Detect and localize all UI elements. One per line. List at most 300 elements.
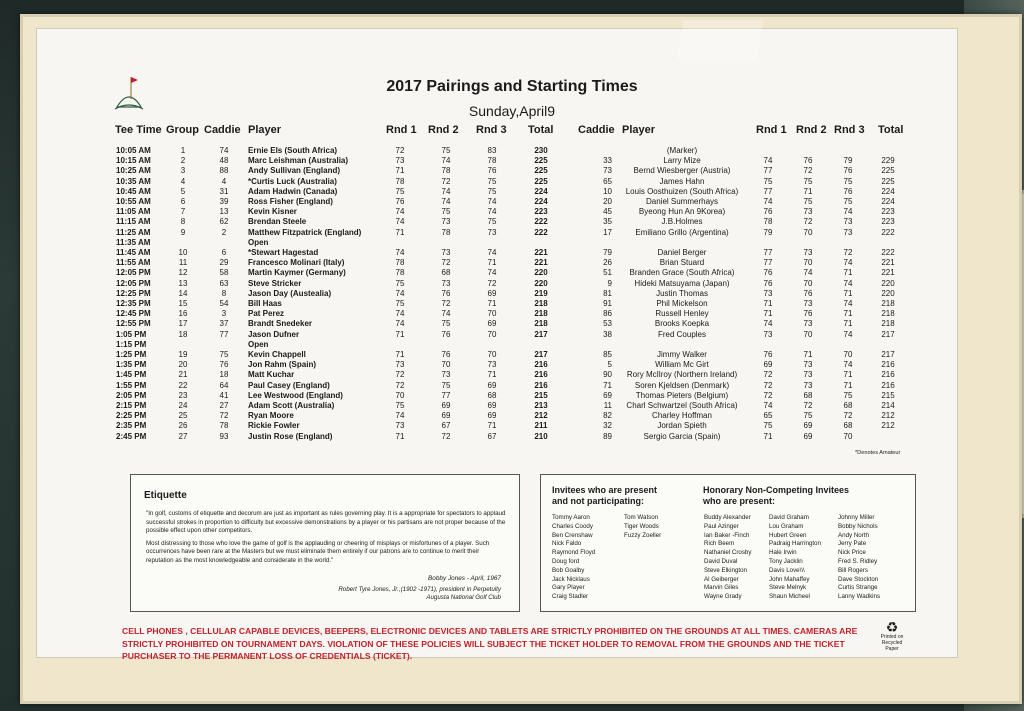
caddie-cell-right: 45 bbox=[603, 207, 612, 217]
rnd3-cell: 72 bbox=[487, 278, 497, 288]
total-cell-right: 216 bbox=[881, 370, 895, 380]
rnd1-cell-right: 73 bbox=[763, 329, 773, 339]
tee-time-cell: 10:45 AM bbox=[116, 186, 151, 196]
rnd2-cell-right bbox=[796, 340, 820, 350]
tee-time-cell: 2:35 PM bbox=[116, 421, 147, 431]
caddie-cell-right: 10 bbox=[603, 186, 612, 196]
rnd3-cell-right: 68 bbox=[843, 421, 853, 431]
rnd3-cell: 70 bbox=[487, 329, 497, 339]
rnd1-cell: 75 bbox=[395, 186, 405, 196]
invitee-name: Andy North bbox=[838, 531, 869, 539]
honorary-title-line-1: Honorary Non-Competing Invitees bbox=[703, 485, 850, 495]
rnd1-cell-right: 76 bbox=[763, 207, 773, 217]
rnd2-cell: 78 bbox=[441, 227, 451, 237]
caddie-cell-right: 90 bbox=[603, 370, 612, 380]
rnd2-cell-right: 75 bbox=[803, 176, 813, 186]
rnd1-cell-right: 79 bbox=[763, 227, 773, 237]
invitee-name: Wayne Grady bbox=[704, 593, 742, 601]
group-cell: 24 bbox=[178, 401, 188, 411]
invitees-list-2 bbox=[624, 514, 661, 540]
group-cell: 27 bbox=[178, 431, 188, 441]
honorary-list-2 bbox=[769, 514, 821, 602]
recycle-line-2: Recycled Paper bbox=[881, 640, 903, 652]
total-cell-right: 222 bbox=[881, 248, 895, 258]
rnd3-cell-right: 71 bbox=[843, 319, 853, 329]
rnd3-cell: 71 bbox=[487, 370, 497, 380]
total-cell: 213 bbox=[534, 401, 548, 411]
total-cell-right: 225 bbox=[881, 166, 895, 176]
caddie-cell-right: 86 bbox=[603, 309, 612, 319]
caddie-cell: 93 bbox=[219, 431, 229, 441]
total-cell-right: 215 bbox=[881, 390, 895, 400]
tee-time-cell: 1:45 PM bbox=[116, 370, 147, 380]
invitee-name: Marvin Giles bbox=[704, 584, 739, 592]
caddie-cell-right: 73 bbox=[603, 166, 612, 176]
group-cell: 21 bbox=[178, 370, 188, 380]
caddie-cell: 88 bbox=[219, 166, 229, 176]
caddie-cell-right bbox=[594, 146, 612, 156]
caddie-cell-right: 89 bbox=[603, 431, 612, 441]
player-cell-right: Rory McIlroy (Northern Ireland) bbox=[626, 370, 738, 380]
player-cell: Matt Kuchar bbox=[248, 370, 295, 380]
rnd1-cell: 70 bbox=[395, 390, 405, 400]
group-cell: 7 bbox=[180, 207, 186, 217]
total-cell-right: 221 bbox=[881, 268, 895, 278]
player-cell-right: Hideki Matsuyama (Japan) bbox=[634, 278, 730, 288]
recycle-icon: ♻ bbox=[885, 619, 899, 635]
rnd1-cell: 78 bbox=[395, 268, 405, 278]
total-cell: 218 bbox=[534, 319, 548, 329]
player-cell: Lee Westwood (England) bbox=[248, 390, 343, 400]
total-cell-right: 224 bbox=[881, 186, 895, 196]
caddie-cell-right: 11 bbox=[603, 401, 612, 411]
rnd1-cell-right: 73 bbox=[763, 288, 773, 298]
rnd1-column bbox=[388, 146, 412, 442]
caddie-cell: 13 bbox=[219, 207, 229, 217]
group-cell: 12 bbox=[178, 268, 188, 278]
group-cell bbox=[168, 340, 198, 350]
rnd3-cell: 70 bbox=[487, 309, 497, 319]
rnd3-column bbox=[480, 146, 504, 442]
caddie-cell-right bbox=[594, 238, 612, 248]
rnd3-column-right bbox=[836, 146, 860, 442]
player-cell-right: Fred Couples bbox=[657, 329, 707, 339]
page-subtitle: Sunday,April9 bbox=[468, 103, 556, 119]
invitee-name: Gary Player bbox=[552, 584, 585, 592]
rnd3-cell-right: 76 bbox=[843, 186, 853, 196]
rnd1-cell-right: 77 bbox=[763, 166, 773, 176]
rnd3-cell: 74 bbox=[487, 197, 497, 207]
rnd3-cell: 71 bbox=[487, 421, 497, 431]
rnd1-cell: 74 bbox=[395, 411, 405, 421]
rnd2-cell: 73 bbox=[441, 370, 451, 380]
caddie-cell bbox=[212, 238, 236, 248]
total-cell-right: 224 bbox=[881, 197, 895, 207]
rnd3-cell: 67 bbox=[487, 431, 497, 441]
player-cell-right: Russell Henley bbox=[655, 309, 709, 319]
rnd2-cell: 75 bbox=[441, 380, 451, 390]
etiquette-attribution bbox=[338, 586, 501, 602]
player-cell-right: Bernd Wiesberger (Austria) bbox=[633, 166, 731, 176]
rnd3-cell: 68 bbox=[487, 390, 497, 400]
caddie-cell: 27 bbox=[219, 401, 229, 411]
invitee-name: Ben Crenshaw bbox=[552, 531, 593, 539]
etiquette-title: Etiquette bbox=[144, 490, 187, 501]
rnd2-cell-right: 73 bbox=[803, 380, 813, 390]
caddie-cell: 64 bbox=[219, 380, 229, 390]
group-cell: 6 bbox=[180, 197, 186, 207]
rnd3-cell-right: 73 bbox=[843, 217, 853, 227]
header-caddie-right: Caddie bbox=[578, 124, 615, 136]
invitee-name: Tommy Aaron bbox=[552, 514, 590, 521]
total-cell-right: 225 bbox=[881, 176, 895, 186]
rnd2-cell: 76 bbox=[441, 350, 451, 360]
rnd3-cell: 75 bbox=[487, 176, 497, 186]
rnd2-cell-right: 69 bbox=[803, 431, 813, 441]
rnd2-cell-right: 76 bbox=[803, 156, 813, 166]
caddie-cell: 75 bbox=[219, 350, 229, 360]
total-cell: 230 bbox=[534, 146, 548, 155]
header-rnd2-right: Rnd 2 bbox=[796, 124, 827, 136]
invitee-name: Bill Rogers bbox=[838, 566, 868, 574]
rnd1-cell: 72 bbox=[395, 380, 405, 390]
rnd2-cell-right: 76 bbox=[803, 288, 813, 298]
rnd2-cell-right: 71 bbox=[803, 186, 813, 196]
group-cell: 5 bbox=[180, 186, 186, 196]
rnd1-cell: 74 bbox=[395, 288, 405, 298]
total-cell: 218 bbox=[534, 299, 548, 309]
total-cell-right bbox=[876, 432, 900, 442]
caddie-cell: 41 bbox=[219, 390, 229, 400]
attribution-line-1: Robert Tyre Jones, Jr.,(1902 -1971), president in Perpetuity bbox=[338, 586, 501, 593]
total-cell-right: 216 bbox=[881, 380, 895, 390]
caddie-cell-right: 26 bbox=[603, 258, 612, 268]
rnd2-cell: 76 bbox=[441, 329, 451, 339]
caddie-cell: 74 bbox=[219, 146, 229, 155]
caddie-cell-right bbox=[594, 340, 612, 350]
player-cell: Ernie Els (South Africa) bbox=[248, 146, 338, 155]
invitee-name: Hale Irwin bbox=[769, 549, 797, 557]
tee-time-cell: 12:55 PM bbox=[116, 319, 151, 329]
rnd1-cell-right: 71 bbox=[763, 431, 773, 441]
player-cell: Ryan Moore bbox=[248, 411, 294, 421]
player-cell: Andy Sullivan (England) bbox=[248, 166, 341, 176]
rnd1-cell: 73 bbox=[395, 421, 405, 431]
rnd3-cell-right: 70 bbox=[843, 350, 853, 360]
rnd2-cell: 74 bbox=[441, 309, 451, 319]
rnd1-cell: 71 bbox=[395, 166, 405, 176]
group-cell: 13 bbox=[178, 278, 188, 288]
total-cell-right: 217 bbox=[881, 350, 895, 360]
rnd2-cell-right: 70 bbox=[803, 258, 813, 268]
player-cell-right: Charl Schwartzel (South Africa) bbox=[626, 401, 738, 411]
player-cell: Adam Scott (Australia) bbox=[248, 401, 335, 411]
total-cell-right: 212 bbox=[881, 421, 895, 431]
total-cell-right: 218 bbox=[881, 309, 895, 319]
caddie-column bbox=[212, 146, 236, 442]
rnd3-cell: 74 bbox=[487, 268, 497, 278]
caddie-column-right bbox=[594, 146, 612, 442]
rnd1-cell-right bbox=[756, 238, 780, 248]
invitees-title bbox=[552, 485, 657, 507]
rnd1-cell: 75 bbox=[395, 401, 405, 411]
rnd1-cell: 72 bbox=[395, 146, 405, 155]
group-cell: 11 bbox=[178, 258, 188, 268]
player-cell-right: Thomas Pieters (Belgium) bbox=[635, 390, 729, 400]
total-cell-right: 223 bbox=[881, 207, 895, 217]
rnd2-cell: 72 bbox=[441, 431, 451, 441]
rnd2-cell-right: 73 bbox=[803, 370, 813, 380]
tee-time-cell: 10:15 AM bbox=[116, 156, 151, 166]
total-cell: 225 bbox=[534, 166, 548, 176]
rnd3-cell: 69 bbox=[487, 401, 497, 411]
player-cell-right: Louis Oosthuizen (South Africa) bbox=[625, 186, 739, 196]
player-cell-right: James Hahn bbox=[659, 176, 705, 186]
group-cell: 8 bbox=[180, 217, 186, 227]
rnd1-cell-right: 72 bbox=[763, 370, 773, 380]
rnd1-cell: 71 bbox=[395, 329, 405, 339]
rnd1-cell: 74 bbox=[395, 207, 405, 217]
tee-time-cell: 12:25 PM bbox=[116, 288, 151, 298]
rnd2-cell: 70 bbox=[441, 360, 451, 370]
tee-time-cell: 2:05 PM bbox=[116, 390, 147, 400]
rnd2-cell-right: 69 bbox=[803, 421, 813, 431]
caddie-cell: 37 bbox=[219, 319, 229, 329]
caddie-cell: 77 bbox=[219, 329, 229, 339]
rnd1-cell: 74 bbox=[395, 319, 405, 329]
player-cell-right: Larry Mize bbox=[663, 156, 701, 166]
etiquette-paragraph-2: Most distressing to those who love the game of golf is the applauding or cheering of misplays or misfortunes of a player. Such occurrences have been rare at the Masters but we must eliminate them entirely if our patrons are to continue to merit their reputation as the most knowledgeable and considerate in the world." bbox=[146, 539, 490, 564]
tee-time-cell: 10:35 AM bbox=[116, 176, 151, 186]
tee-time-cell: 11:25 AM bbox=[116, 227, 151, 237]
player-cell-right: Branden Grace (South Africa) bbox=[629, 268, 735, 278]
rnd1-cell-right: 77 bbox=[763, 258, 773, 268]
player-cell: Kevin Kisner bbox=[248, 207, 297, 217]
total-cell-right bbox=[876, 146, 900, 156]
caddie-cell-right: 53 bbox=[603, 319, 612, 329]
rnd3-cell: 74 bbox=[487, 207, 497, 217]
invitee-name: Davis Love\\\ bbox=[769, 566, 805, 574]
rnd2-cell-right: 75 bbox=[803, 197, 813, 207]
invitee-name: Craig Stadler bbox=[552, 593, 589, 601]
rnd1-cell-right: 72 bbox=[763, 390, 773, 400]
total-cell: 222 bbox=[534, 217, 548, 227]
player-cell: Marc Leishman (Australia) bbox=[248, 156, 349, 166]
invitee-name: Ian Baker -Finch bbox=[704, 531, 750, 539]
rnd3-cell: 69 bbox=[487, 411, 497, 421]
invitee-name: Paul Azinger bbox=[704, 522, 739, 530]
header-rnd3-right: Rnd 3 bbox=[834, 124, 865, 136]
rnd2-cell-right: 70 bbox=[803, 278, 813, 288]
invitee-name: Tiger Woods bbox=[624, 522, 659, 530]
rnd3-cell: 75 bbox=[487, 217, 497, 227]
invitee-name: Curtis Strange bbox=[838, 584, 878, 592]
rnd1-cell: 78 bbox=[395, 258, 405, 268]
player-cell-right: Jordan Spieth bbox=[657, 421, 707, 431]
invitee-name: Fred S. Ridley bbox=[838, 557, 878, 565]
invitee-name: Padraig Harrington bbox=[769, 540, 821, 548]
header-rnd1-right: Rnd 1 bbox=[756, 124, 787, 136]
tee-time-cell: 1:35 PM bbox=[116, 360, 147, 370]
total-cell-right: 222 bbox=[881, 227, 895, 237]
header-player: Player bbox=[248, 124, 282, 136]
rnd1-cell-right: 74 bbox=[763, 197, 773, 207]
invitee-name: Bob Goalby bbox=[552, 566, 585, 574]
rnd1-cell: 73 bbox=[395, 156, 405, 166]
caddie-cell: 48 bbox=[219, 156, 229, 166]
rnd1-cell-right: 74 bbox=[763, 156, 773, 166]
rnd2-cell: 75 bbox=[441, 146, 451, 155]
invitee-name: Nick Price bbox=[838, 549, 866, 557]
caddie-cell-right: 38 bbox=[603, 329, 612, 339]
rnd2-cell-right: 73 bbox=[803, 319, 813, 329]
rnd3-cell-right: 76 bbox=[843, 166, 853, 176]
total-cell-right bbox=[876, 238, 900, 248]
player-cell-right: Byeong Hun An 9Korea) bbox=[638, 207, 726, 217]
rnd2-cell-right: 75 bbox=[803, 411, 813, 421]
caddie-cell: 63 bbox=[219, 278, 229, 288]
rnd3-cell-right bbox=[836, 238, 860, 248]
rnd3-cell-right: 74 bbox=[843, 329, 853, 339]
attribution-line-2: Augusta National Golf Club bbox=[426, 594, 501, 601]
caddie-cell: 62 bbox=[219, 217, 229, 227]
rnd3-cell: 76 bbox=[487, 166, 497, 176]
total-cell: 223 bbox=[534, 207, 548, 217]
group-cell: 26 bbox=[178, 421, 188, 431]
tee-time-cell: 11:15 AM bbox=[116, 217, 151, 227]
rnd2-column bbox=[434, 146, 458, 442]
header-group: Group bbox=[166, 124, 199, 136]
player-cell-right: Daniel Berger bbox=[657, 248, 707, 258]
player-cell: Francesco Molinari (Italy) bbox=[248, 258, 345, 268]
rnd3-cell-right: 73 bbox=[843, 227, 853, 237]
caddie-cell: 31 bbox=[219, 186, 229, 196]
rnd3-cell: 71 bbox=[487, 299, 497, 309]
rnd1-cell: 75 bbox=[395, 278, 405, 288]
total-cell: 220 bbox=[534, 268, 548, 278]
player-cell: Brendan Steele bbox=[248, 217, 307, 227]
player-cell: Open bbox=[248, 237, 269, 247]
total-cell: 215 bbox=[534, 390, 548, 400]
caddie-cell: 2 bbox=[221, 227, 227, 237]
rnd1-cell-right: 77 bbox=[763, 248, 773, 258]
invitee-name: Tom Watson bbox=[624, 514, 659, 521]
tee-time-cell: 12:45 PM bbox=[116, 309, 151, 319]
player-cell-right: Emiliano Grillo (Argentina) bbox=[635, 227, 729, 237]
invitees-title-line-1: Invitees who are present bbox=[552, 485, 658, 495]
total-cell bbox=[528, 238, 554, 248]
tee-time-cell: 10:55 AM bbox=[116, 197, 151, 207]
invitees-list-1 bbox=[552, 514, 595, 602]
rnd2-cell-right: 76 bbox=[803, 309, 813, 319]
total-cell: 225 bbox=[534, 176, 548, 186]
rnd1-cell: 74 bbox=[395, 248, 405, 258]
group-cell: 16 bbox=[178, 309, 188, 319]
rnd2-cell: 69 bbox=[441, 411, 451, 421]
rnd2-cell: 68 bbox=[441, 268, 451, 278]
rnd3-cell-right bbox=[836, 146, 860, 156]
rnd3-cell: 75 bbox=[487, 186, 497, 196]
invitee-name: Fuzzy Zoeller bbox=[624, 531, 662, 539]
tee-time-cell: 11:05 AM bbox=[116, 207, 151, 217]
total-column bbox=[528, 146, 554, 442]
caddie-cell-right: 17 bbox=[603, 227, 612, 237]
player-column bbox=[248, 146, 361, 442]
caddie-cell: 72 bbox=[219, 411, 229, 421]
rnd2-cell: 75 bbox=[441, 207, 451, 217]
player-cell: Matthew Fitzpatrick (England) bbox=[248, 227, 362, 237]
player-cell-right: Brian Stuard bbox=[659, 258, 705, 268]
caddie-cell: 76 bbox=[219, 360, 229, 370]
total-cell bbox=[528, 340, 554, 350]
tee-time-cell: 10:25 AM bbox=[116, 166, 151, 176]
total-cell: 216 bbox=[534, 360, 548, 370]
tee-time-cell: 1:15 PM bbox=[116, 339, 147, 349]
player-cell: Ross Fisher (England) bbox=[248, 197, 333, 207]
group-cell: 19 bbox=[178, 350, 188, 360]
invitee-name: Raymond Floyd bbox=[552, 549, 596, 557]
group-cell: 15 bbox=[178, 299, 188, 309]
player-cell: Martin Kaymer (Germany) bbox=[248, 268, 346, 278]
rnd1-cell-right: 72 bbox=[763, 380, 773, 390]
rnd1-cell: 78 bbox=[395, 176, 405, 186]
group-cell: 18 bbox=[178, 329, 188, 339]
total-cell: 222 bbox=[534, 227, 548, 237]
player-cell-right: Phil Mickelson bbox=[656, 299, 708, 309]
total-cell: 220 bbox=[534, 278, 548, 288]
rnd2-cell: 72 bbox=[441, 176, 451, 186]
rnd1-cell: 74 bbox=[395, 309, 405, 319]
player-cell: Paul Casey (England) bbox=[248, 380, 330, 390]
caddie-cell-right: 81 bbox=[603, 288, 612, 298]
caddie-cell: 6 bbox=[221, 248, 227, 258]
rnd1-cell-right: 75 bbox=[763, 176, 773, 186]
header-rnd3: Rnd 3 bbox=[476, 124, 507, 136]
rnd2-cell-right: 73 bbox=[803, 299, 813, 309]
rnd3-cell-right: 71 bbox=[843, 309, 853, 319]
rnd1-cell-right bbox=[756, 340, 780, 350]
total-cell: 224 bbox=[534, 186, 548, 196]
rnd2-cell: 75 bbox=[441, 319, 451, 329]
rnd2-cell: 77 bbox=[441, 390, 451, 400]
rnd2-cell: 74 bbox=[441, 156, 451, 166]
rnd2-cell-right: 74 bbox=[803, 268, 813, 278]
rnd3-cell-right: 72 bbox=[843, 411, 853, 421]
total-cell: 217 bbox=[534, 329, 548, 339]
rnd3-cell-right: 74 bbox=[843, 360, 853, 370]
player-cell: Kevin Chappell bbox=[248, 350, 306, 360]
rnd1-cell-right: 71 bbox=[763, 309, 773, 319]
honorary-list-3 bbox=[838, 514, 880, 602]
rnd2-cell: 72 bbox=[441, 299, 451, 309]
tee-time-cell: 12:35 PM bbox=[116, 299, 151, 309]
rnd1-cell-right: 65 bbox=[763, 411, 773, 421]
invitee-name: David Duval bbox=[704, 557, 738, 565]
rnd3-cell: 70 bbox=[487, 350, 497, 360]
rnd2-cell-right bbox=[796, 146, 820, 156]
caddie-cell-right: 51 bbox=[603, 268, 612, 278]
header-tee-time: Tee Time bbox=[115, 124, 162, 136]
player-cell: Justin Rose (England) bbox=[248, 431, 333, 441]
rnd2-cell-right: 73 bbox=[803, 207, 813, 217]
player-cell-right: (Marker) bbox=[666, 146, 698, 155]
rnd1-cell: 71 bbox=[395, 431, 405, 441]
group-cell: 22 bbox=[178, 380, 188, 390]
rnd1-cell: 71 bbox=[395, 227, 405, 237]
rnd3-cell-right: 74 bbox=[843, 207, 853, 217]
invitee-name: Hubert Green bbox=[769, 531, 807, 539]
player-cell: Bill Haas bbox=[248, 299, 282, 309]
